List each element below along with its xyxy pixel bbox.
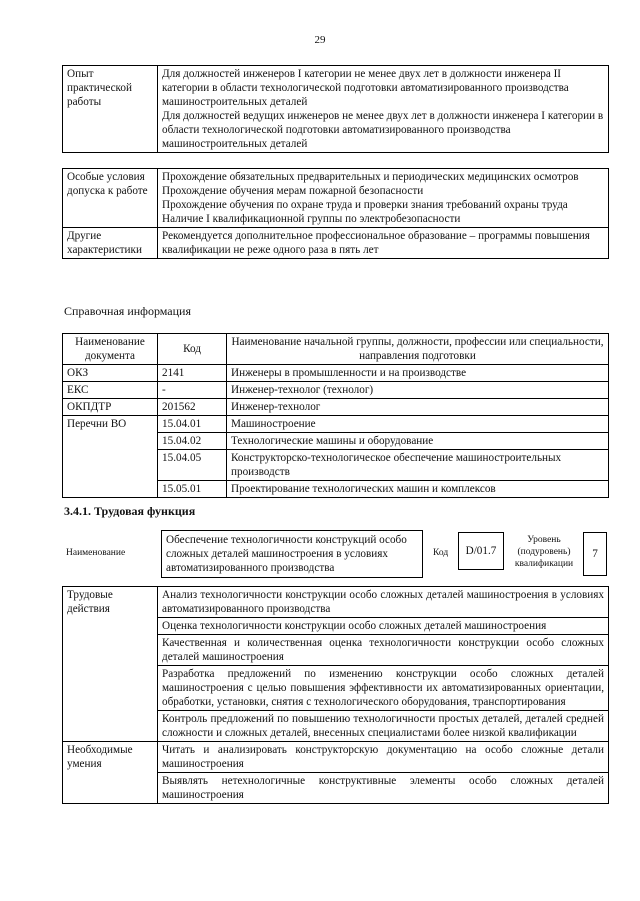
ref-header-code: Код <box>158 334 227 365</box>
condition-line: Прохождение обучения по охране труда и проверки знания требований охраны труда <box>162 199 568 211</box>
skills-label: Необходимые умения <box>63 742 158 804</box>
list-item: Оценка технологичности конструкции особо сложных деталей машиностроения <box>158 618 609 635</box>
table-row <box>63 365 609 382</box>
experience-line: Для должностей инженеров I категории не менее двух лет в должности инженера II категории в области технологической подготовки автоматизированного производства машиностроительных деталей <box>162 68 569 108</box>
level-value: 7 <box>592 548 598 560</box>
other-label: Другие характеристики <box>63 228 158 259</box>
reference-table <box>62 333 609 498</box>
ref-doc: ОКЗ <box>63 365 158 382</box>
list-item: Читать и анализировать конструкторскую документацию на особо сложные детали машиностроения <box>158 742 609 773</box>
ref-code: 2141 <box>158 365 227 382</box>
code-label: Код <box>433 548 449 558</box>
list-item: Качественная и количественная оценка технологичности конструкции особо сложных деталей машиностроения <box>158 635 609 666</box>
conditions-table <box>62 168 609 259</box>
ref-code: 15.04.01 <box>158 416 227 433</box>
condition-line: Наличие I квалификационной группы по электробезопасности <box>162 213 461 225</box>
ref-name: Технологические машины и оборудование <box>227 433 609 450</box>
condition-line: Прохождение обучения мерам пожарной безопасности <box>162 185 424 197</box>
level-label: Уровень (подуровень) квалификации <box>514 535 574 569</box>
level-box <box>583 532 607 576</box>
experience-text <box>158 66 609 153</box>
ref-name: Инженер-технолог (технолог) <box>227 382 609 399</box>
ref-code: 15.04.05 <box>158 450 227 481</box>
special-conditions-text <box>158 169 609 228</box>
ref-doc: Перечни ВО <box>63 416 158 498</box>
ref-doc: ОКПДТР <box>63 399 158 416</box>
function-name: Обеспечение технологичности конструкций особо сложных деталей машиностроения в условиях автоматизированного производства <box>166 534 407 574</box>
table-row <box>63 416 609 433</box>
ref-header-doc: Наименование документа <box>63 334 158 365</box>
ref-name: Конструкторско-технологическое обеспечение машиностроительных производств <box>227 450 609 481</box>
name-label: Наименование <box>66 548 126 558</box>
list-item: Разработка предложений по изменению конструкции особо сложных деталей машиностроения с целью повышения эффективности их автоматизированных ориентации, обработки, установки, снятия с технологического оборудования, транспортирования <box>158 666 609 711</box>
ref-name: Машиностроение <box>227 416 609 433</box>
experience-label: Опыт практической работы <box>63 66 158 153</box>
table-row <box>63 382 609 399</box>
list-item: Выявлять нетехнологичные конструктивные элементы особо сложных деталей машиностроения <box>158 773 609 804</box>
ref-code: 201562 <box>158 399 227 416</box>
ref-header-name: Наименование начальной группы, должности, профессии или специальности, направления подготовки <box>227 334 609 365</box>
ref-doc: ЕКС <box>63 382 158 399</box>
experience-table <box>62 65 609 153</box>
function-name-box <box>161 530 423 578</box>
ref-name: Инженеры в промышленности и на производстве <box>227 365 609 382</box>
ref-code: - <box>158 382 227 399</box>
ref-name: Инженер-технолог <box>227 399 609 416</box>
page-number: 29 <box>314 34 326 46</box>
list-item: Анализ технологичности конструкции особо сложных деталей машиностроения в условиях автоматизированного производства <box>158 587 609 618</box>
condition-line: Прохождение обязательных предварительных и периодических медицинских осмотров <box>162 171 579 183</box>
labor-function-heading: 3.4.1. Трудовая функция <box>64 504 196 518</box>
reference-title: Справочная информация <box>64 304 191 318</box>
other-text: Рекомендуется дополнительное профессиональное образование – программы повышения квалификации не реже одного раза в пять лет <box>158 228 609 259</box>
ref-name: Проектирование технологических машин и комплексов <box>227 481 609 498</box>
ref-code: 15.05.01 <box>158 481 227 498</box>
labor-actions-label: Трудовые действия <box>63 587 158 742</box>
list-item: Контроль предложений по повышению технологичности простых деталей, деталей средней сложности и сложных деталей, внесенных специалистами более низкой квалификации <box>158 711 609 742</box>
code-box <box>458 532 504 570</box>
special-conditions-label: Особые условия допуска к работе <box>63 169 158 228</box>
ref-code: 15.04.02 <box>158 433 227 450</box>
actions-table <box>62 586 609 804</box>
experience-line: Для должностей ведущих инженеров не менее двух лет в должности инженера I категории в области технологической подготовки автоматизированного производства машиностроительных деталей <box>162 110 604 150</box>
table-row <box>63 399 609 416</box>
code-value: D/01.7 <box>465 545 497 557</box>
